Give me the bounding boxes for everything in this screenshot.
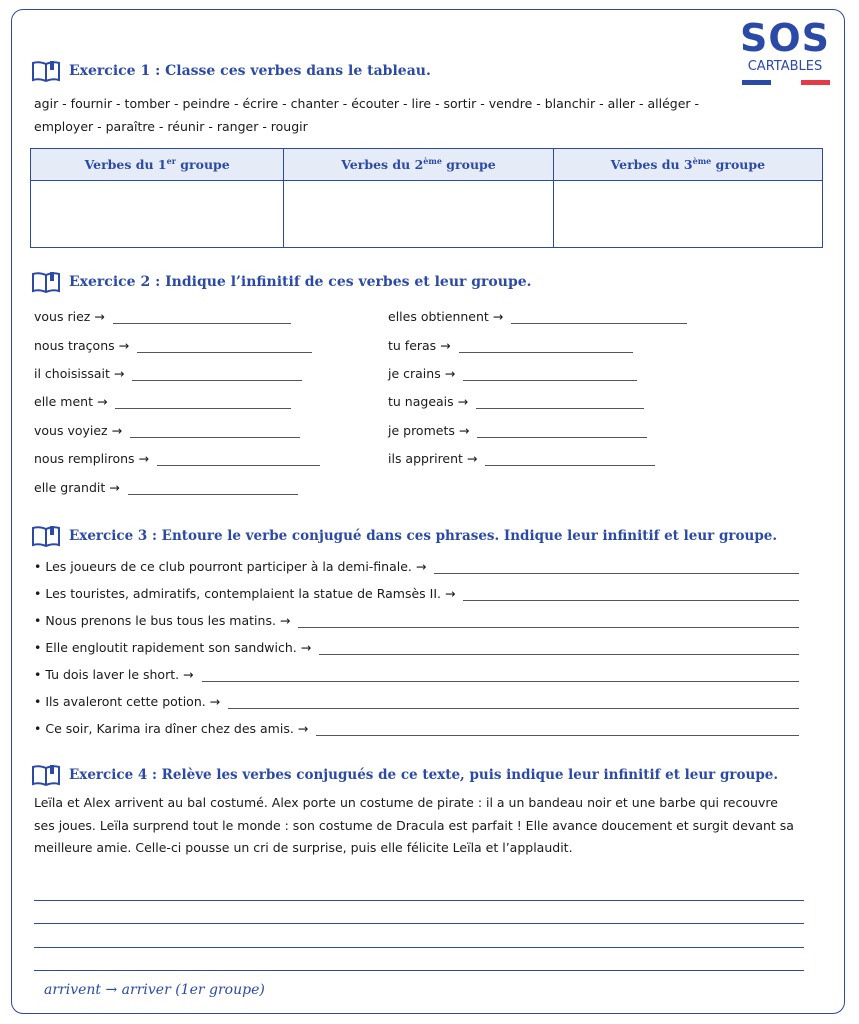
exercise-1-title xyxy=(31,60,431,82)
writing-line[interactable] xyxy=(34,970,804,971)
answer-line[interactable] xyxy=(463,586,799,601)
ex3-item: • Les joueurs de ce club pourront participer à la demi-finale. → xyxy=(34,559,799,574)
ex2-item: vous riez → xyxy=(34,309,291,324)
ex2-item: vous voyiez → xyxy=(34,423,300,438)
exercise-4-title xyxy=(31,764,778,786)
ex2-item: elles obtiennent → xyxy=(388,309,687,324)
writing-line[interactable] xyxy=(34,923,804,924)
answer-line[interactable] xyxy=(434,559,799,574)
exercise-1-heading: Exercice 1 : Classe ces verbes dans le tableau. xyxy=(69,63,431,79)
ex2-item: nous traçons → xyxy=(34,338,312,353)
verb-list-line-1: agir - fournir - tomber - peindre - écrire - chanter - écouter - lire - sortir - vendre - blanchir - aller - alléger - xyxy=(34,96,700,111)
exercise-2-heading: Exercice 2 : Indique l’infinitif de ces verbes et leur groupe. xyxy=(69,274,532,290)
logo-sos: SOS xyxy=(739,16,831,60)
french-flag-stripe xyxy=(742,80,830,85)
header-group-1: Verbes du 1er groupe xyxy=(31,149,284,181)
logo-cartables: CARTABLES xyxy=(747,59,823,74)
verb-groups-table xyxy=(30,148,823,248)
exercise-2-title xyxy=(31,271,532,293)
answer-cell-group-3[interactable] xyxy=(553,181,822,248)
ex3-item: • Tu dois laver le short. → xyxy=(34,667,799,682)
ex3-item: • Ce soir, Karima ira dîner chez des amis. → xyxy=(34,721,799,736)
ex2-item: je promets → xyxy=(388,423,647,438)
exercise-4-heading: Exercice 4 : Relève les verbes conjugués de ce texte, puis indique leur infinitif et leur groupe. xyxy=(69,767,779,783)
answer-line[interactable] xyxy=(132,366,302,381)
answer-line[interactable] xyxy=(130,423,300,438)
answer-line[interactable] xyxy=(228,694,799,709)
ex2-item: tu feras → xyxy=(388,338,633,353)
answer-line[interactable] xyxy=(137,338,312,353)
handwritten-example: arrivent → arriver (1er groupe) xyxy=(44,982,265,998)
ex3-item: • Nous prenons le bus tous les matins. → xyxy=(34,613,799,628)
answer-line[interactable] xyxy=(459,338,633,353)
answer-cell-group-2[interactable] xyxy=(284,181,553,248)
header-group-2: Verbes du 2ème groupe xyxy=(284,149,553,181)
ex3-item: • Elle engloutit rapidement son sandwich. → xyxy=(34,640,799,655)
book-icon xyxy=(31,764,61,786)
ex2-item: ils apprirent → xyxy=(388,451,655,466)
answer-line[interactable] xyxy=(115,394,291,409)
answer-line[interactable] xyxy=(485,451,655,466)
answer-line[interactable] xyxy=(113,309,291,324)
ex2-item: tu nageais → xyxy=(388,394,644,409)
ex2-item: nous remplirons → xyxy=(34,451,320,466)
ex3-item: • Ils avaleront cette potion. → xyxy=(34,694,799,709)
exercise-3-heading: Exercice 3 : Entoure le verbe conjugué dans ces phrases. Indique leur infinitif et leur groupe. xyxy=(69,528,778,544)
answer-line[interactable] xyxy=(477,423,647,438)
answer-line[interactable] xyxy=(316,721,799,736)
writing-line[interactable] xyxy=(34,947,804,948)
book-icon xyxy=(31,271,61,293)
ex3-item: • Les touristes, admiratifs, contemplaient la statue de Ramsès II. → xyxy=(34,586,799,601)
answer-line[interactable] xyxy=(476,394,644,409)
answer-line[interactable] xyxy=(157,451,320,466)
sos-cartables-logo xyxy=(738,17,832,91)
answer-line[interactable] xyxy=(128,480,298,495)
book-icon xyxy=(31,525,61,547)
story-text: Leïla et Alex arrivent au bal costumé. Alex porte un costume de pirate : il a un bandeau noir et une barbe qui recouvre ses joues. Leïla surprend tout le monde : son costume de Dracula est parfait ! Elle avance doucement et surgit devant sa meilleure amie. Celle-ci pousse un cri de surprise, puis elle félicite Leïla et l’applaudit. xyxy=(34,795,794,855)
answer-line[interactable] xyxy=(463,366,637,381)
ex2-item: il choisissait → xyxy=(34,366,302,381)
answer-line[interactable] xyxy=(298,613,799,628)
ex2-item: je crains → xyxy=(388,366,637,381)
answer-cell-group-1[interactable] xyxy=(31,181,284,248)
header-group-3: Verbes du 3ème groupe xyxy=(553,149,822,181)
answer-line[interactable] xyxy=(202,667,799,682)
ex2-item: elle ment → xyxy=(34,394,291,409)
book-icon xyxy=(31,60,61,82)
exercise-3-title xyxy=(31,525,777,547)
verb-list-line-2: employer - paraître - réunir - ranger - rougir xyxy=(34,119,308,134)
ex2-item: elle grandit → xyxy=(34,480,298,495)
writing-line[interactable] xyxy=(34,900,804,901)
answer-line[interactable] xyxy=(319,640,799,655)
answer-line[interactable] xyxy=(511,309,687,324)
